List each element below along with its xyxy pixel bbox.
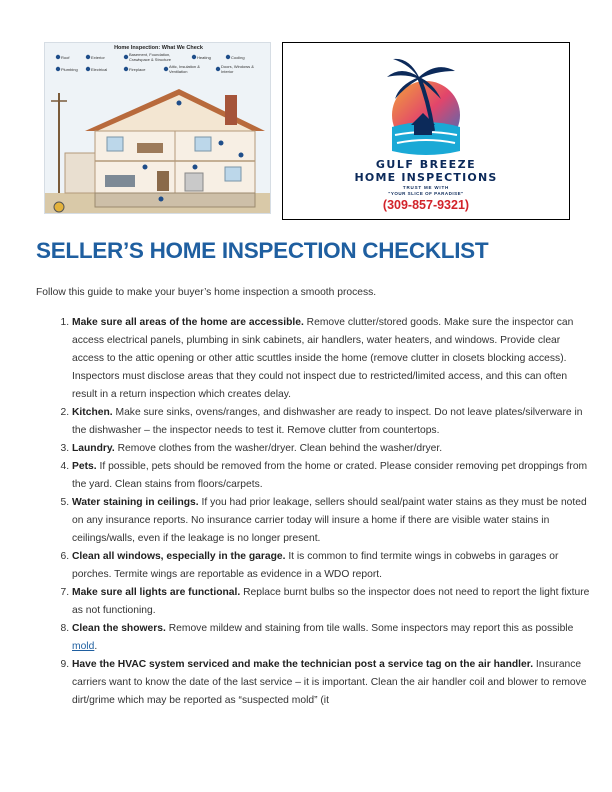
- item-text: Replace burnt bulbs so the inspector does not need to report the light fixture as not functioning.: [72, 587, 590, 616]
- legend-item: Plumbing: [61, 67, 78, 72]
- list-item: [72, 548, 592, 584]
- item-text: Remove clutter/stored goods. Make sure the inspector can access electrical panels, plumbing in sink cabinets, air handlers, water heaters, and windows. Provide clear access to the attic opening or other attic scuttles inside the home (remove clutter in closets blocking access). Inspectors must disclose areas that they could not inspect due to restricted/limited access, and this can often result in a return inspection which creates delay.: [72, 317, 574, 400]
- legend-item: Basement, Foundation, Crawlspace & Structure: [129, 52, 172, 62]
- item-text: Remove mildew and staining from tile walls. Some inspectors may report this as possible: [165, 623, 574, 634]
- list-item: [72, 656, 592, 710]
- legend-item: Fireplace: [129, 67, 146, 72]
- item-heading: Clean the showers.: [72, 623, 166, 634]
- palm-tree-logo-icon: [283, 43, 569, 161]
- item-heading: Pets.: [72, 461, 97, 472]
- item-heading: Have the HVAC system serviced and make the technician post a service tag on the air handler.: [72, 659, 534, 670]
- item-text: If you had prior leakage, sellers should seal/paint water stains as they must be noted on any insurance reports. No insurance carrier today will insure a home if there are visible water stains in ceilings/walls, even if the leakage is no longer present.: [72, 497, 587, 544]
- legend-item: Electrical: [91, 67, 108, 72]
- list-item: [72, 458, 592, 494]
- item-heading: Make sure all lights are functional.: [72, 587, 241, 598]
- item-text: Insurance carriers want to know the date of the last service – it is important. Clean the air handler coil and blower to remove dirt/grime which may be reported as “suspected mold” (it: [72, 659, 587, 706]
- logo-phone-number: (309-857-9321): [382, 198, 470, 212]
- list-item: [72, 584, 592, 620]
- mold-link[interactable]: mold: [72, 641, 95, 652]
- house-inspection-diagram: [44, 42, 271, 214]
- item-heading: Laundry.: [72, 443, 115, 454]
- item-heading: Make sure all areas of the home are accessible.: [72, 317, 304, 328]
- diagram-title: Home Inspection: What We Check: [114, 45, 203, 51]
- list-item: [72, 494, 592, 548]
- list-item: [72, 440, 592, 458]
- item-heading: Water staining in ceilings.: [72, 497, 199, 508]
- item-heading: Clean all windows, especially in the garage.: [72, 551, 286, 562]
- legend-item: Exterior: [91, 55, 105, 60]
- legend-item: Heating: [197, 55, 211, 60]
- item-text: Make sure sinks, ovens/ranges, and dishwasher are ready to inspect. Do not leave plates/silverware in the dishwasher – the inspector needs to test it. Remove clutter from countertops.: [72, 407, 583, 436]
- list-item: [72, 314, 592, 404]
- logo-company-name: GULF BREEZE: [375, 158, 477, 171]
- item-text-end: .: [94, 641, 98, 652]
- header-images: [44, 42, 570, 220]
- item-text: Remove clothes from the washer/dryer. Clean behind the washer/dryer.: [114, 443, 443, 454]
- house-illustration: [45, 43, 271, 214]
- checklist: [52, 314, 592, 710]
- page-title: SELLER’S HOME INSPECTION CHECKLIST: [36, 238, 489, 263]
- list-item: [72, 620, 592, 656]
- logo-tagline: TRUST ME WITH: [402, 185, 450, 190]
- intro-text: Follow this guide to make your buyer’s home inspection a smooth process.: [36, 287, 377, 298]
- logo-tagline-quote: "YOUR SLICE OF PARADISE": [388, 191, 464, 196]
- item-text: It is common to find termite wings in cobwebs in garages or porches. Termite wings are reportable as evidence in a WDO report.: [72, 551, 559, 580]
- legend-item: Doors, Windows & Interior: [221, 64, 254, 74]
- company-logo: [282, 42, 570, 220]
- legend-item: Roof: [61, 55, 70, 60]
- legend-item: Attic, Insulation & Ventilation: [169, 64, 200, 74]
- list-item: [72, 404, 592, 440]
- item-heading: Kitchen.: [72, 407, 113, 418]
- logo-company-subtitle: HOME INSPECTIONS: [354, 171, 498, 184]
- legend-item: Cooling: [231, 55, 245, 60]
- item-text: If possible, pets should be removed from the home or crated. Please consider removing pet droppings from the yard. Clean stains from floors/carpets.: [72, 461, 588, 490]
